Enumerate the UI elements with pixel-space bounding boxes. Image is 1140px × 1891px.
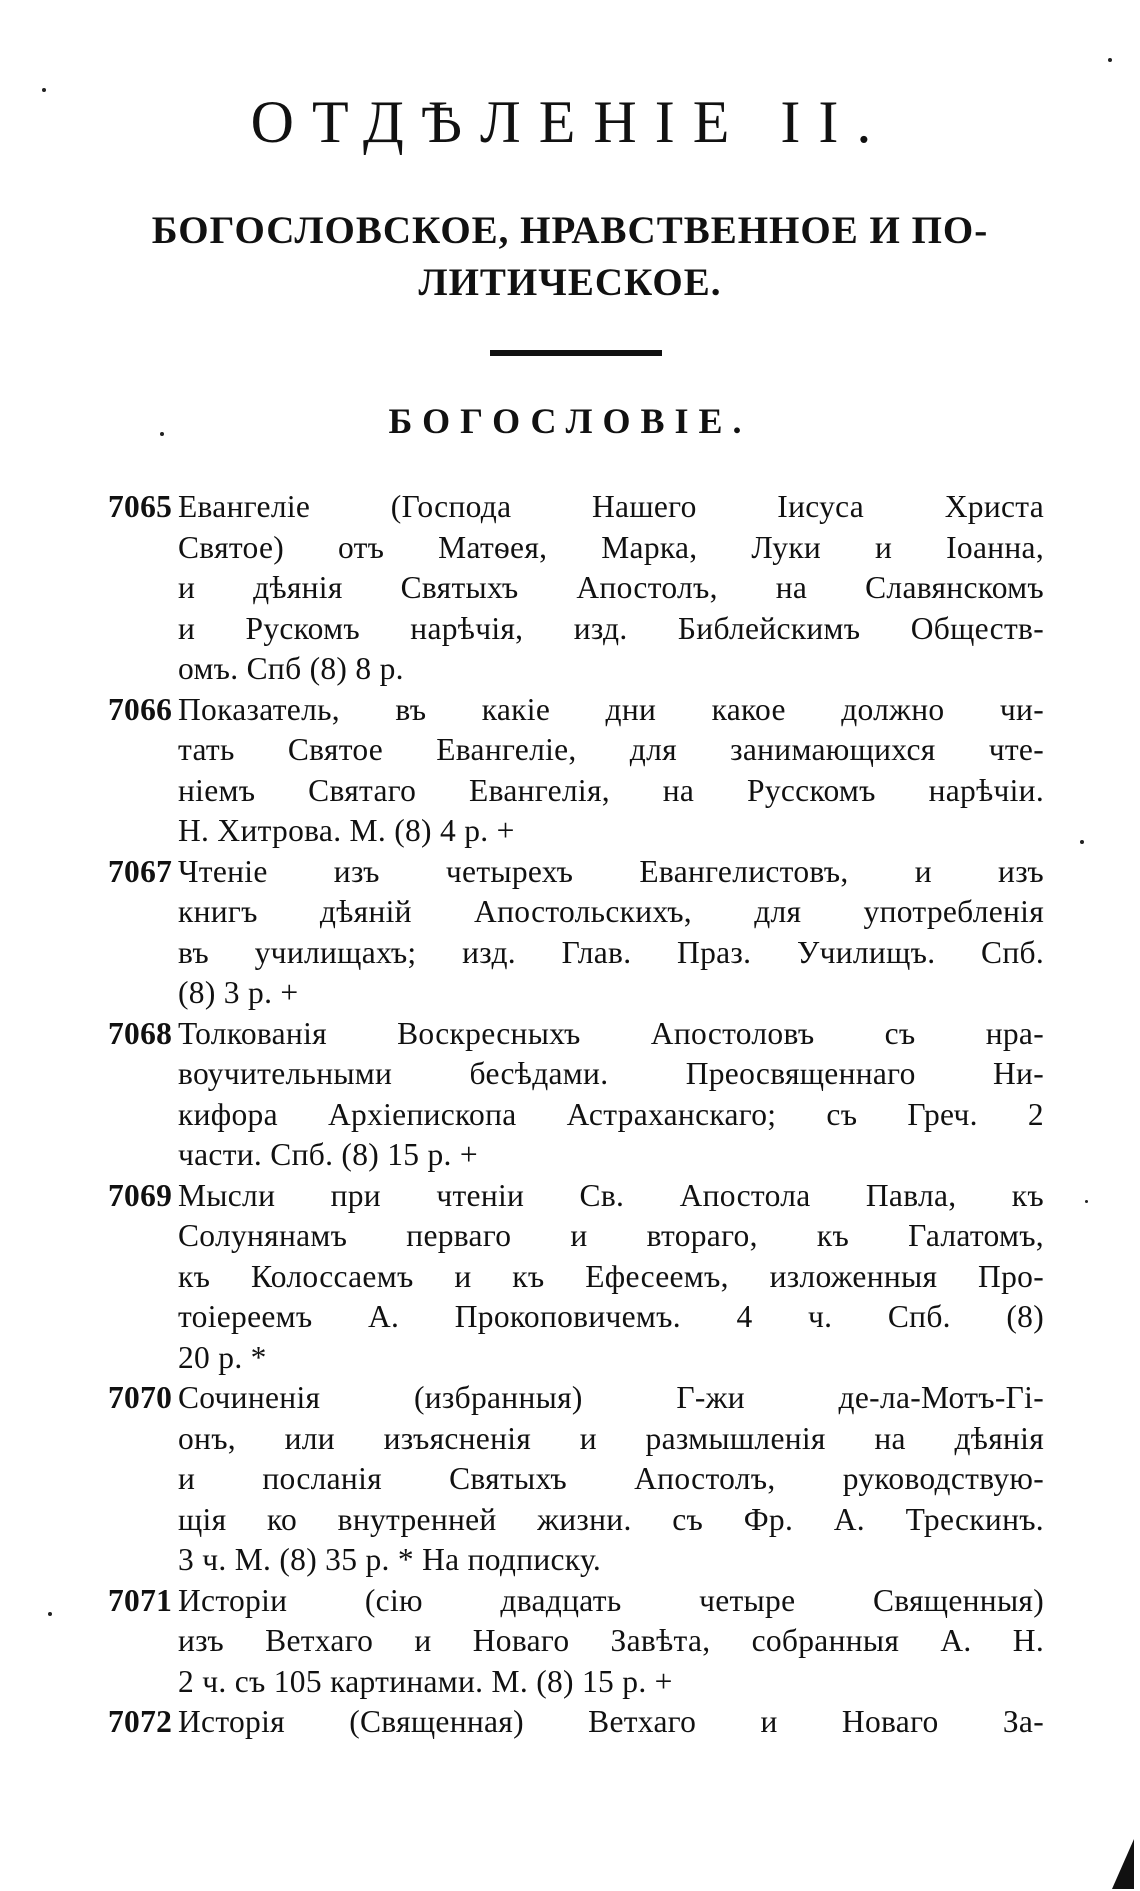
entry-line: Сочиненія (избранныя) Г-жи де-ла-Мотъ-Гі- [178,1380,1044,1415]
print-speck [160,432,164,436]
entry-line: Н. Хитрова. М. (8) 4 р. + [178,813,515,848]
entry-line: щія ко внутренней жизни. съ Фр. А. Трескинъ. [178,1501,1044,1537]
entry-number: 7071 [108,1582,173,1618]
entry-line: изъ Ветхаго и Новаго Завѣта, собранныя А. Н. [178,1623,1044,1658]
entry-line: онъ, или изъясненія и размышленія на дѣянія [178,1420,1044,1456]
entry-line: кифора Архіепископа Астраханскаго; съ Греч. 2 [178,1096,1044,1132]
entry-line: Показатель, въ какіе дни какое должно чи- [178,691,1044,727]
entry-line: Толкованія Воскресныхъ Апостоловъ съ нра- [178,1015,1044,1051]
print-speck [48,1612,52,1616]
entry-line: Исторіи (сію двадцать четыре Священныя) [178,1582,1044,1618]
print-speck [1085,1200,1088,1203]
entry-line: Чтеніе изъ четырехъ Евангелистовъ, и изъ [178,853,1044,889]
entry-line: Солунянамъ перваго и втораго, къ Галатомъ, [178,1218,1044,1253]
entry-line: и Рускомъ нарѣчія, изд. Библейскимъ Обществ- [178,610,1044,646]
print-speck [42,88,46,92]
print-speck [1108,58,1112,62]
entry-line: Мысли при чтеніи Св. Апостола Павла, къ [178,1177,1044,1213]
catalog-entry [108,1702,1044,1743]
entry-line: 20 р. * [178,1339,267,1375]
entry-line: Евангеліе (Господа Нашего Іисуса Христа [178,489,1044,524]
entry-number: 7070 [108,1380,173,1415]
catalog-entries [108,487,1044,1743]
catalog-entry [108,852,1044,1014]
entry-line: омъ. Спб (8) 8 р. [178,651,404,686]
entry-number: 7065 [108,489,173,524]
entry-line: части. Спб. (8) 15 р. + [178,1137,478,1172]
catalog-entry [108,1581,1044,1703]
entry-number: 7066 [108,691,173,727]
entry-number: 7072 [108,1704,173,1739]
catalog-entry [108,690,1044,852]
page-corner-mark [1112,1839,1134,1889]
entry-line: 2 ч. съ 105 картинами. М. (8) 15 р. + [178,1663,673,1699]
entry-number: 7067 [108,853,173,889]
entry-line: воучительными бесѣдами. Преосвященнаго Ни- [178,1056,1044,1091]
entry-line: и посланія Святыхъ Апостолъ, руководствую- [178,1461,1044,1496]
print-speck [1080,840,1084,844]
catalog-entry [108,1014,1044,1176]
entry-line: и дѣянія Святыхъ Апостолъ, на Славянскомъ [178,570,1044,605]
entry-line: къ Колоссаемъ и къ Ефесеемъ, изложенныя Про- [178,1258,1044,1294]
catalog-entry [108,1378,1044,1581]
entry-line: ніемъ Святаго Евангелія, на Русскомъ нарѣчіи. [178,772,1044,808]
catalog-entry [108,1176,1044,1379]
heading-rule-divider [490,350,662,356]
section-subtitle-line: ЛИТИЧЕСКОЕ. [418,261,722,304]
entry-number: 7069 [108,1177,173,1213]
section-heading: ОТДѢЛЕНІЕ II. [250,89,890,155]
catalog-entry [108,487,1044,690]
entry-number: 7068 [108,1015,173,1051]
section-subtitle [0,205,1140,309]
entry-line: тоіереемъ А. Прокоповичемъ. 4 ч. Спб. (8) [178,1299,1044,1334]
entry-line: (8) 3 р. + [178,975,299,1010]
entry-line: тать Святое Евангеліе, для занимающихся чте- [178,732,1044,767]
entry-line: книгъ дѣяній Апостольскихъ, для употребленія [178,894,1044,929]
entry-line: въ училищахъ; изд. Глав. Праз. Училищъ. Спб. [178,934,1044,970]
entry-line: Исторія (Священная) Ветхаго и Новаго За- [178,1704,1044,1739]
entry-line: Святое) отъ Матѳея, Марка, Луки и Іоанна, [178,529,1044,565]
subsection-heading: БОГОСЛОВІЕ. [388,401,752,441]
section-subtitle-line: БОГОСЛОВСКОЕ, НРАВСТВЕННОЕ И ПО- [151,209,989,252]
entry-line: 3 ч. М. (8) 35 р. * На подписку. [178,1542,602,1577]
